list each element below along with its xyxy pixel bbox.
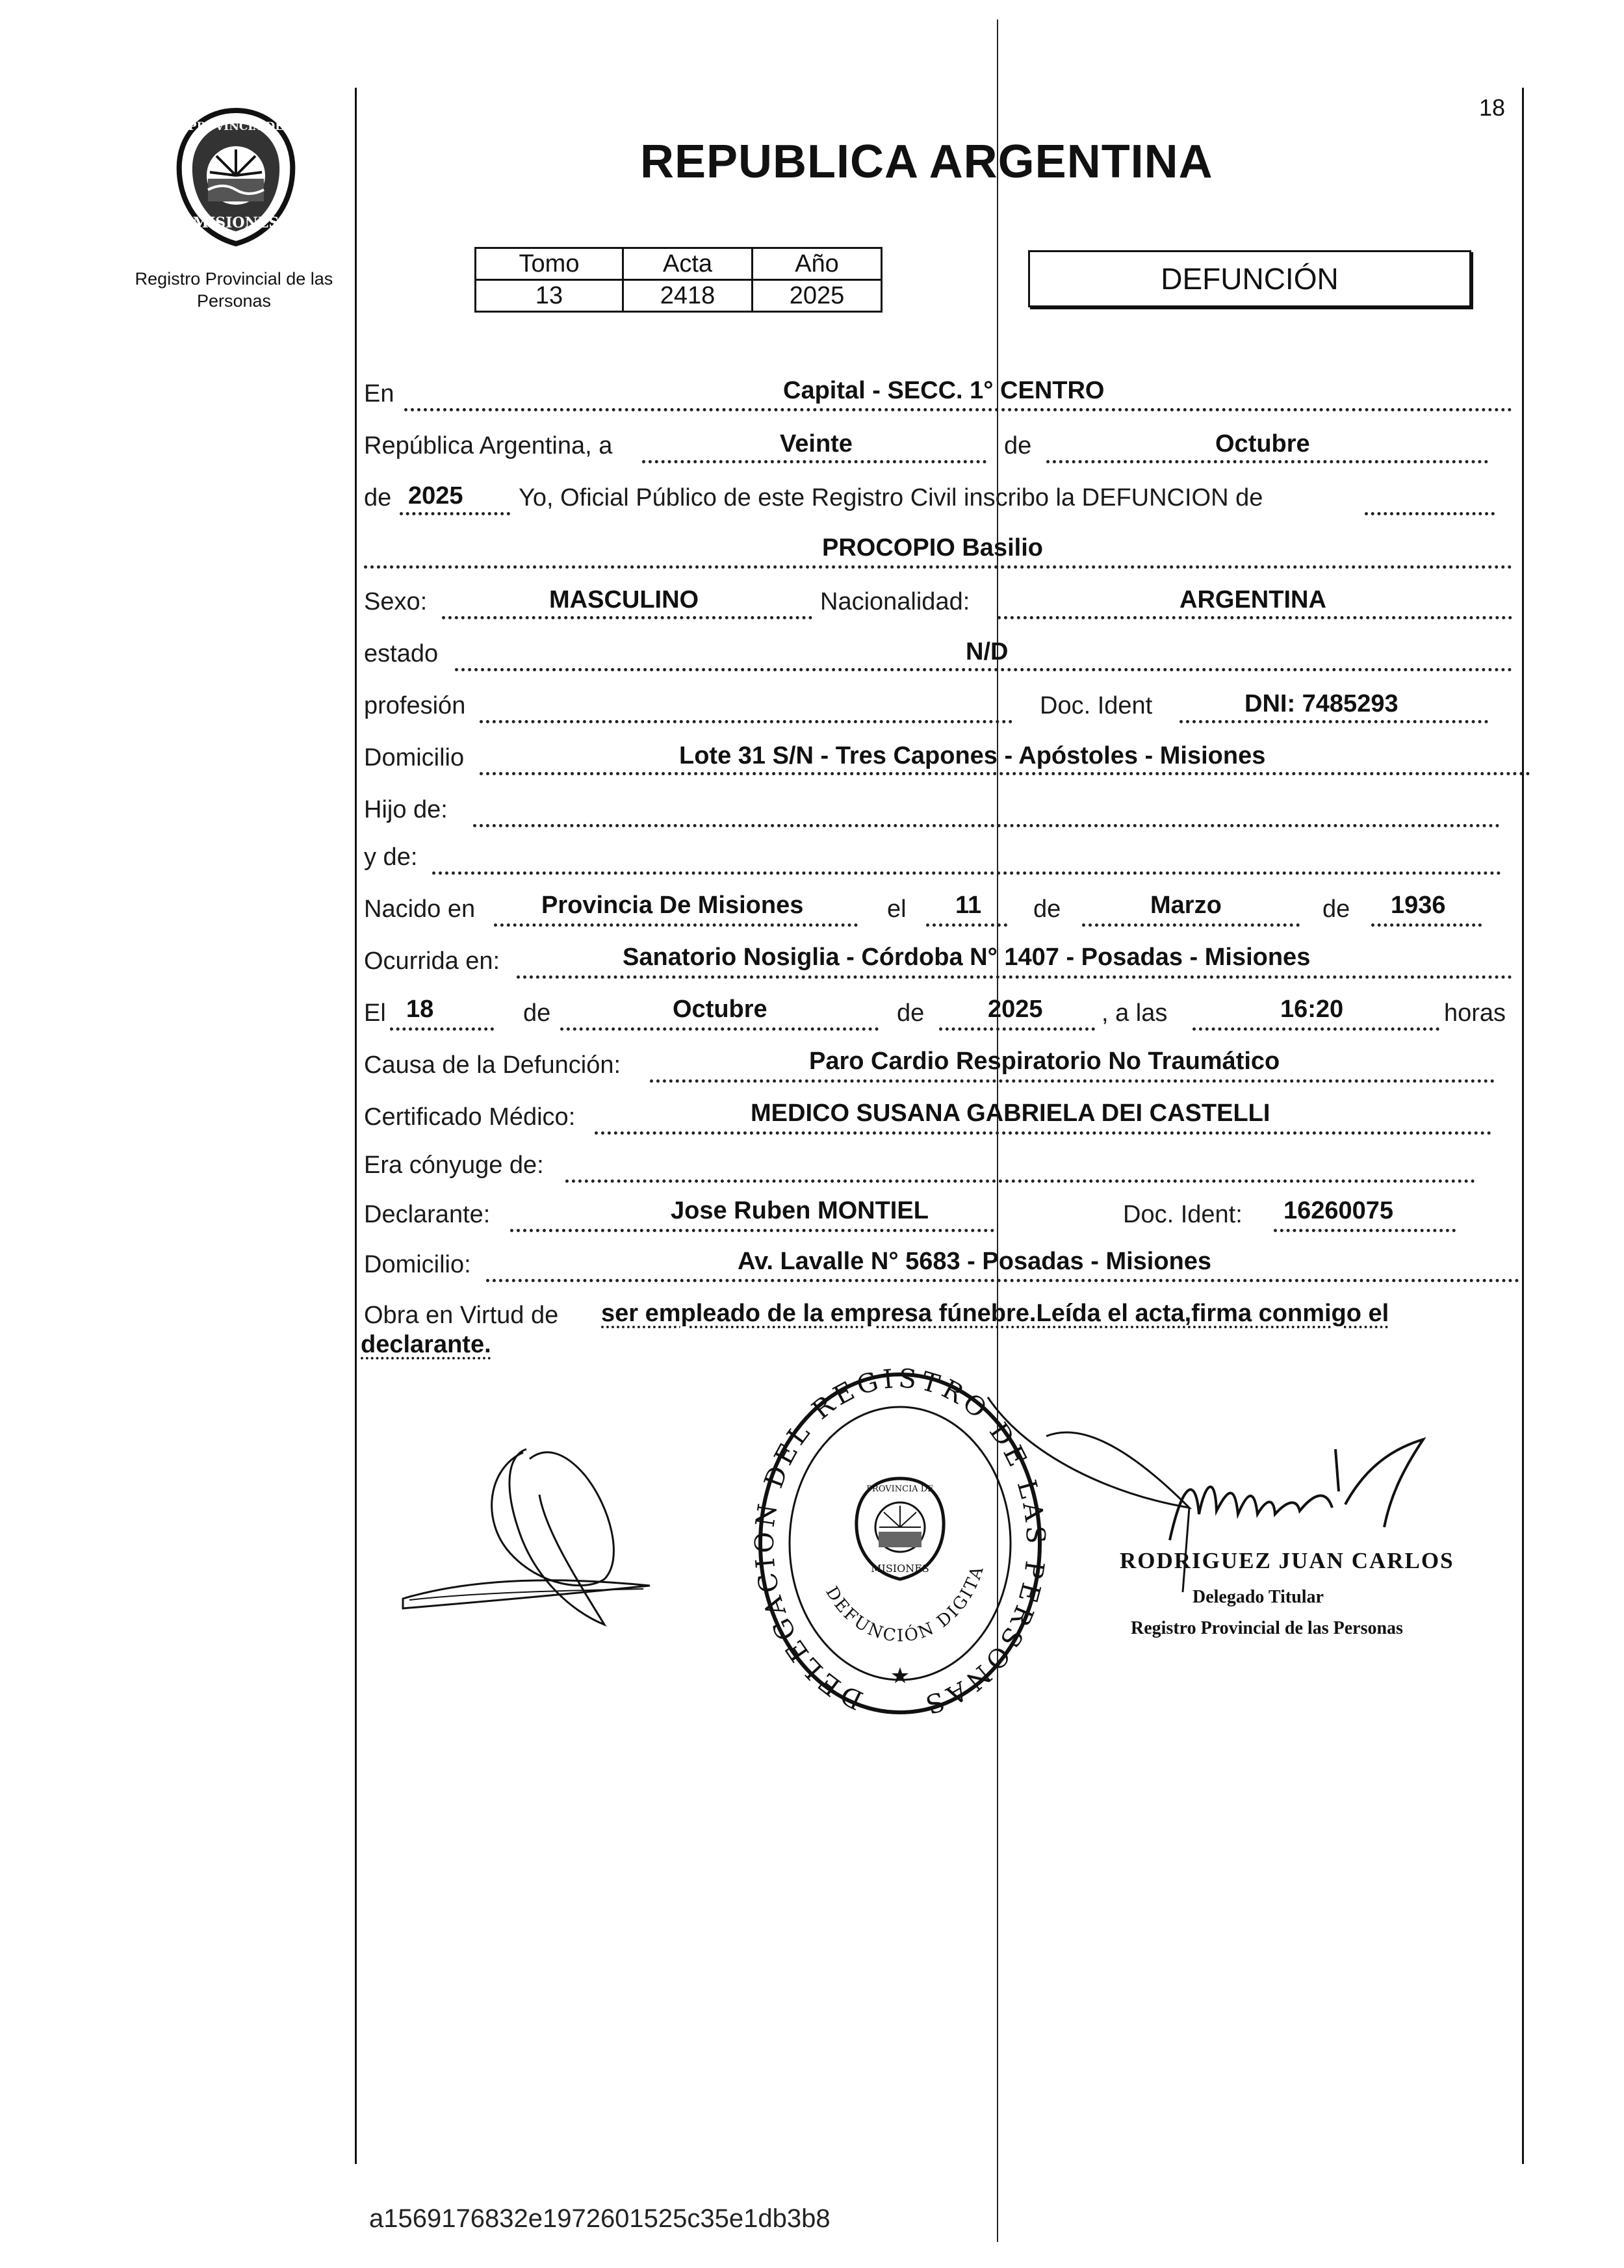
- dotted-line: [510, 1229, 994, 1232]
- logo-text-top: PROVINCIA DE: [188, 120, 284, 133]
- dotted-line: [480, 720, 1012, 723]
- dotted-line: [480, 772, 1530, 775]
- dotted-line: [517, 975, 1512, 979]
- label-certificado: Certificado Médico:: [364, 1103, 576, 1131]
- death-place-value: Sanatorio Nosiglia - Córdoba N° 1407 - Posadas - Misiones: [623, 944, 1311, 971]
- label-de-death-month: de: [523, 999, 551, 1027]
- dotted-line: [455, 668, 1512, 671]
- label-de-death-year: de: [897, 999, 925, 1027]
- obra-en-virtud-line2: declarante.: [361, 1331, 491, 1358]
- label-hijo-de: Hijo de:: [364, 796, 448, 823]
- label-causa: Causa de la Defunción:: [364, 1051, 621, 1079]
- label-republica-a: República Argentina, a: [364, 432, 613, 459]
- death-time-value: 16:20: [1280, 996, 1344, 1023]
- label-declarante: Declarante:: [364, 1201, 491, 1228]
- label-de: de: [1004, 432, 1032, 459]
- dotted-line: [404, 408, 1512, 411]
- ref-header-tomo: Tomo: [476, 248, 623, 280]
- civil-status-value: N/D: [966, 638, 1009, 665]
- label-El: El: [364, 999, 386, 1027]
- label-official-statement: Yo, Oficial Público de este Registro Civil inscribo la DEFUNCION de: [519, 484, 1263, 511]
- page-number: 18: [1479, 94, 1506, 121]
- label-a-las: , a las: [1102, 999, 1168, 1027]
- dotted-line: [494, 923, 858, 927]
- address-value: Lote 31 S/N - Tres Capones - Apóstoles - Misiones: [679, 742, 1266, 769]
- ref-header-anio: Año: [753, 248, 882, 280]
- dotted-line: [1046, 460, 1488, 463]
- label-conyuge: Era cónyuge de:: [364, 1152, 544, 1179]
- ref-header-acta: Acta: [623, 248, 753, 280]
- birth-month-value: Marzo: [1150, 892, 1222, 919]
- dotted-line: [565, 1179, 1475, 1183]
- deceased-name: PROCOPIO Basilio: [822, 534, 1043, 561]
- dotted-line: [1179, 720, 1488, 723]
- label-de-year: de: [364, 484, 392, 511]
- stamp-seal-bottom: MISIONES: [871, 1562, 929, 1575]
- birth-day-value: 11: [955, 892, 982, 919]
- right-margin-line: [1522, 88, 1524, 2164]
- dotted-line: [939, 1027, 1095, 1031]
- country-title: REPUBLICA ARGENTINA: [640, 136, 1213, 188]
- dotted-line: [1365, 512, 1495, 515]
- dotted-line: [432, 871, 1501, 875]
- dotted-line: [400, 512, 510, 515]
- dotted-line: [364, 565, 1512, 569]
- label-de-birth-month: de: [1033, 896, 1061, 923]
- label-nacionalidad: Nacionalidad:: [820, 588, 970, 615]
- registration-year: 2025: [408, 482, 463, 509]
- document-type: DEFUNCIÓN: [1161, 262, 1339, 296]
- registration-month: Octubre: [1215, 430, 1310, 457]
- label-obra-en-virtud: Obra en Virtud de: [364, 1302, 559, 1329]
- declarant-doc-value: 16260075: [1283, 1197, 1394, 1224]
- declarant-address-value: Av. Lavalle N° 5683 - Posadas - Misiones: [738, 1248, 1212, 1275]
- dotted-line: [1192, 1027, 1439, 1031]
- stamp-seal-top: PROVINCIA DE: [866, 1484, 934, 1494]
- declarant-name: Jose Ruben MONTIEL: [671, 1197, 929, 1224]
- dotted-line: [486, 1279, 1519, 1282]
- sex-value: MASCULINO: [549, 586, 699, 613]
- document-type-box: [1028, 250, 1471, 307]
- registration-day: Veinte: [780, 430, 853, 457]
- dotted-line: [642, 460, 986, 463]
- place-value: Capital - SECC. 1° CENTRO: [783, 377, 1105, 404]
- nationality-value: ARGENTINA: [1179, 586, 1326, 613]
- stamp-ring-text: DELEGAC DEL REGISTRO DE LA ERSONAS: [754, 1368, 1046, 1719]
- label-domicilio: Domicilio: [364, 744, 465, 771]
- ref-value-acta: 2418: [623, 280, 753, 312]
- dotted-line: [926, 923, 1007, 927]
- official-signature: [975, 1378, 1469, 1612]
- obra-en-virtud-line1: ser empleado de la empresa fúnebre.Leída el acta,firma conmigo el: [601, 1300, 1389, 1327]
- label-el: el: [887, 896, 907, 923]
- cause-value: Paro Cardio Respiratorio No Traumático: [809, 1048, 1280, 1075]
- stamp-inner-text: DEFUNCIÓN DIGITA: [821, 1562, 988, 1646]
- registry-caption: Registro Provincial de las Personas: [135, 269, 333, 311]
- dotted-line: [650, 1079, 1495, 1083]
- label-doc-ident-declarant: Doc. Ident:: [1123, 1201, 1243, 1228]
- birthplace-value: Provincia De Misiones: [541, 892, 804, 919]
- ref-value-tomo: 13: [476, 280, 623, 312]
- label-de-birth-year: de: [1322, 896, 1350, 923]
- signatory-name: RODRIGUEZ JUAN CARLOS: [1120, 1548, 1454, 1573]
- ref-value-anio: 2025: [753, 280, 882, 312]
- dotted-line: [1274, 1229, 1456, 1232]
- dotted-line: [1371, 923, 1482, 927]
- label-domicilio-declarant: Domicilio:: [364, 1251, 471, 1278]
- dotted-line: [442, 616, 812, 619]
- label-profesion: profesión: [364, 692, 466, 719]
- label-y-de: y de:: [364, 844, 418, 871]
- dotted-line: [560, 1027, 879, 1031]
- birth-year-value: 1936: [1391, 892, 1446, 919]
- label-horas: horas: [1444, 999, 1506, 1027]
- label-en: En: [364, 380, 394, 407]
- document-value: DNI: 7485293: [1244, 690, 1398, 717]
- medical-certificate-value: MEDICO SUSANA GABRIELA DEI CASTELLI: [751, 1100, 1270, 1127]
- label-nacido-en: Nacido en: [364, 896, 476, 923]
- label-ocurrida-en: Ocurrida en:: [364, 947, 500, 975]
- stamp-star: ★: [890, 1664, 910, 1688]
- label-estado: estado: [364, 640, 439, 667]
- document-hash: a1569176832e1972601525c35e1db3b8: [369, 2204, 831, 2233]
- signatory-role: Delegado Titular: [1192, 1587, 1324, 1607]
- dotted-line: [473, 824, 1500, 827]
- death-day-value: 18: [406, 996, 434, 1023]
- label-doc-ident: Doc. Ident: [1040, 692, 1153, 719]
- death-month-value: Octubre: [673, 996, 767, 1023]
- reference-table: [474, 247, 883, 313]
- declarant-signature: [390, 1430, 689, 1677]
- center-fold-line: [997, 19, 998, 2242]
- province-logo: [168, 104, 304, 253]
- logo-text-bottom: MISIONES: [192, 214, 279, 231]
- dotted-line: [998, 616, 1512, 619]
- dotted-line: [390, 1027, 494, 1031]
- dotted-line: [595, 1131, 1491, 1135]
- signatory-office: Registro Provincial de las Personas: [1131, 1618, 1403, 1638]
- death-year-value: 2025: [988, 996, 1043, 1023]
- label-sexo: Sexo:: [364, 588, 428, 615]
- left-margin-line: [355, 88, 357, 2164]
- dotted-line: [1082, 923, 1300, 927]
